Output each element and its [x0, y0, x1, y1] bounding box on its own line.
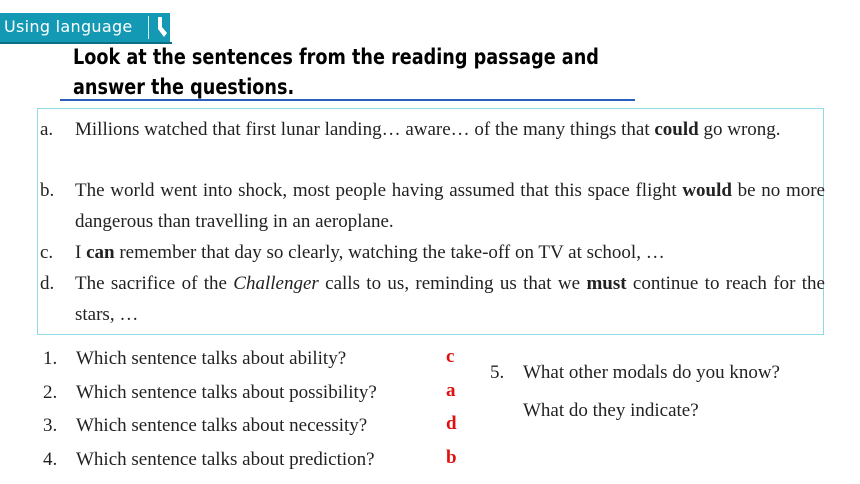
sentence-letter: d. — [40, 273, 55, 294]
sentence-letter: a. — [40, 119, 54, 140]
heading-underline — [60, 99, 635, 101]
sentence-c — [40, 237, 825, 268]
question-3 — [43, 413, 367, 439]
answer-3: d — [446, 413, 457, 434]
heading-line-2: answer the questions. — [73, 75, 295, 99]
sentence-d — [40, 268, 825, 330]
answer-2: a — [446, 380, 456, 401]
question-number: 5. — [490, 362, 505, 383]
sentence-text: The world went into shock, most people having assumed that this space flight would be no more dangerous than travelling in an aeroplane. — [75, 180, 825, 232]
question-text: Which sentence talks about ability? — [76, 348, 347, 369]
question-text: Which sentence talks about necessity? — [76, 415, 368, 436]
question-text: Which sentence talks about prediction? — [76, 449, 375, 470]
question-5-line-1: What other modals do you know? — [523, 362, 780, 383]
question-number: 2. — [43, 382, 58, 403]
sentence-text: Millions watched that first lunar landing… aware… of the many things that could go wrong. — [75, 119, 781, 140]
question-5 — [490, 354, 780, 430]
sentence-text: The sacrifice of the Challenger calls to us, reminding us that we must continue to reach for the stars, … — [75, 273, 825, 325]
question-2 — [43, 380, 377, 406]
sentence-letter: b. — [40, 180, 55, 201]
tag-divider — [148, 16, 149, 39]
instruction-heading — [73, 42, 599, 102]
answer-1: c — [446, 346, 455, 367]
question-text: Which sentence talks about possibility? — [76, 382, 377, 403]
question-number: 4. — [43, 449, 58, 470]
sentence-letter: c. — [40, 242, 54, 263]
question-4 — [43, 447, 375, 473]
sentence-a — [40, 114, 825, 145]
sentence-text: I can remember that day so clearly, watching the take-off on TV at school, … — [75, 242, 665, 263]
heading-line-1: Look at the sentences from the reading passage and — [73, 45, 599, 69]
answer-4: b — [446, 447, 457, 468]
section-tag-label: Using language — [4, 17, 133, 36]
section-tag — [0, 13, 170, 42]
question-1 — [43, 346, 346, 372]
question-5-line-2: What do they indicate? — [523, 400, 699, 421]
tag-marker-icon — [156, 17, 167, 38]
question-number: 3. — [43, 415, 58, 436]
question-number: 1. — [43, 348, 58, 369]
sentence-b — [40, 175, 825, 237]
